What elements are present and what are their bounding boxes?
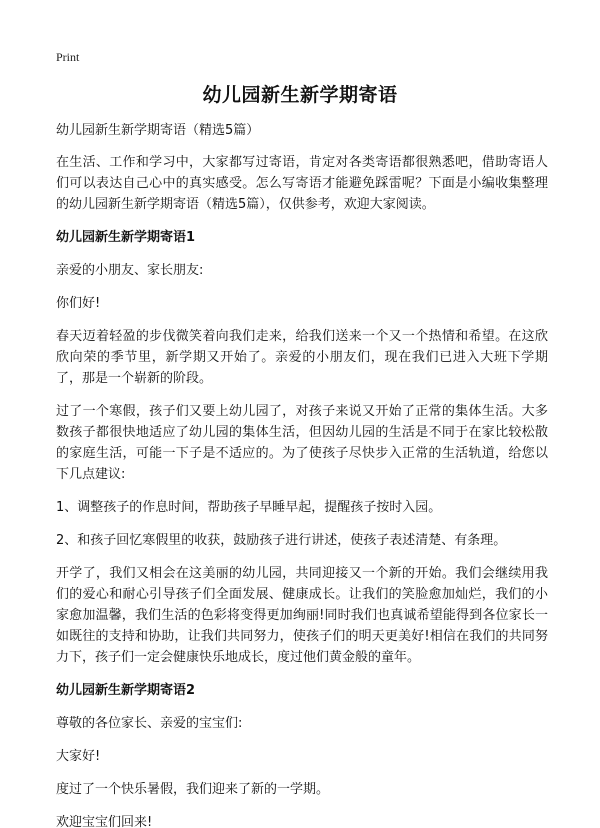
section-2-paragraph: 欢迎宝宝们回来! xyxy=(56,815,153,828)
intro-paragraph: 在生活、工作和学习中，大家都写过寄语，肯定对各类寄语都很熟悉吧，借助寄语人们可以表达自己心中的真实感受。怎么写寄语才能避免踩雷呢？下面是小编收集整理的幼儿园新生新学期寄语（精选5篇），仅供参考，欢迎大家阅读。 xyxy=(56,155,548,212)
section-1-suggestion-2: 2、和孩子回忆寒假里的收获，鼓励孩子进行讲述，使孩子表述清楚、有条理。 xyxy=(56,533,507,548)
section-1-greeting: 亲爱的小朋友、家长朋友: xyxy=(56,263,204,278)
print-link[interactable]: Print xyxy=(56,50,80,64)
section-2-paragraph: 度过了一个快乐暑假，我们迎来了新的一学期。 xyxy=(56,782,330,797)
section-1-paragraph: 春天迈着轻盈的步伐微笑着向我们走来，给我们送来一个又一个热情和希望。在这欣欣向荣的季节里，新学期又开始了。亲爱的小朋友们，现在我们已进入大班下学期了，那是一个崭新的阶段。 xyxy=(56,329,548,386)
section-1-heading: 幼儿园新生新学期寄语1 xyxy=(56,230,196,245)
document-subtitle: 幼儿园新生新学期寄语（精选5篇） xyxy=(56,123,260,138)
section-1-suggestion-1: 1、调整孩子的作息时间，帮助孩子早睡早起，提醒孩子按时入园。 xyxy=(56,500,442,515)
document-body xyxy=(56,120,548,828)
section-2-greeting: 尊敬的各位家长、亲爱的宝宝们: xyxy=(56,716,243,731)
section-2-heading: 幼儿园新生新学期寄语2 xyxy=(56,683,196,698)
page-title: 幼儿园新生新学期寄语 xyxy=(202,84,398,106)
section-2-hello: 大家好! xyxy=(56,749,101,764)
section-1-paragraph: 过了一个寒假，孩子们又要上幼儿园了，对孩子来说又开始了正常的集体生活。大多数孩子都很快地适应了幼儿园的集体生活，但因幼儿园的生活是不同于在家比较松散的家庭生活，可能一下子是不适应的。为了使孩子尽快步入正常的生活轨道，给您以下几点建议: xyxy=(56,404,548,482)
section-1-paragraph: 开学了，我们又相会在这美丽的幼儿园，共同迎接又一个新的开始。我们会继续用我们的爱心和耐心引导孩子们全面发展、健康成长。让我们的笑脸愈加灿烂，我们的小家愈加温馨，我们生活的色彩将变得更加绚丽!同时我们也真诚希望能得到各位家长一如既往的支持和协助，让我们共同努力，使孩子们的明天更美好!相信在我们的共同努力下，孩子们一定会健康快乐地成长，度过他们黄金般的童年。 xyxy=(56,566,548,665)
section-1-hello: 你们好! xyxy=(56,296,101,311)
